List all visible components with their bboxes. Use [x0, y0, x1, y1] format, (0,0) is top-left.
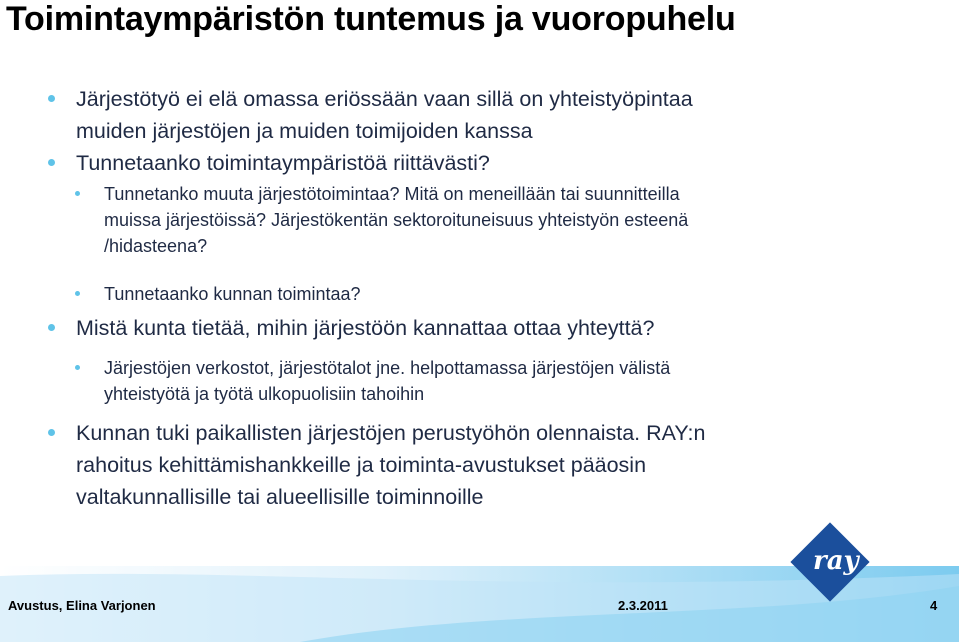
bullet-line: Mistä kunta tietää, mihin järjestöön kannattaa ottaa yhteyttä?	[76, 316, 655, 340]
page-number: 4	[930, 598, 938, 613]
sub-bullet-item	[104, 355, 670, 407]
sub-bullet-dot-icon	[75, 291, 80, 296]
bullet-line: Järjestöjen verkostot, järjestötalot jne. helpottamassa järjestöjen välistä	[104, 358, 671, 378]
bullet-line: Tunnetanko muuta järjestötoimintaa? Mitä on meneillään tai suunnitteilla	[104, 184, 680, 204]
bullet-line: valtakunnallisille tai alueellisille toiminnoille	[76, 485, 484, 509]
bullet-item	[76, 83, 693, 147]
bullet-line: yhteistyötä ja työtä ulkopuolisiin tahoihin	[104, 384, 425, 404]
slide-title: Toimintaympäristön tuntemus ja vuoropuhelu	[6, 0, 736, 38]
bullet-item	[76, 147, 490, 179]
bullet-line: Tunnetaanko kunnan toimintaa?	[104, 284, 361, 304]
bullet-dot-icon	[48, 95, 55, 102]
bullet-line: muiden järjestöjen ja muiden toimijoiden kanssa	[76, 119, 533, 143]
bullet-item	[76, 417, 705, 513]
footer-author: Avustus, Elina Varjonen	[8, 598, 156, 613]
sub-bullet-item	[104, 181, 688, 259]
sub-bullet-item	[104, 281, 361, 307]
bullet-line: rahoitus kehittämishankkeille ja toiminta-avustukset pääosin	[76, 453, 647, 477]
bullet-line: Tunnetaanko toimintaympäristöä riittävästi?	[76, 151, 490, 175]
bullet-dot-icon	[48, 429, 55, 436]
bullet-line: muissa järjestöissä? Järjestökentän sektoroituneisuus yhteistyön esteenä	[104, 210, 689, 230]
ray-logo-text: ray	[813, 546, 859, 576]
bullet-item	[76, 312, 654, 344]
bullet-line: /hidasteena?	[104, 236, 208, 256]
sub-bullet-dot-icon	[75, 191, 80, 196]
bullet-dot-icon	[48, 324, 55, 331]
bullet-line: Järjestötyö ei elä omassa eriössään vaan sillä on yhteistyöpintaa	[76, 87, 693, 111]
bullet-line: Kunnan tuki paikallisten järjestöjen perustyöhön olennaista. RAY:n	[76, 421, 706, 445]
footer-date: 2.3.2011	[618, 598, 668, 613]
sub-bullet-dot-icon	[75, 365, 80, 370]
bullet-dot-icon	[48, 159, 55, 166]
